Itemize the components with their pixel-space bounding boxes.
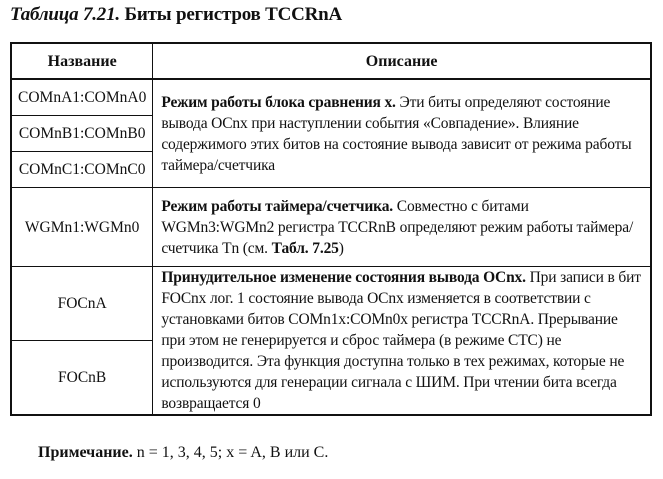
table-header-row [11, 43, 651, 79]
note-label: Примечание. [38, 444, 133, 461]
register-bits-table [10, 42, 652, 416]
header-description: Описание [153, 43, 651, 79]
bit-name-focb: FOCnB [11, 340, 153, 415]
description-foc [153, 267, 651, 416]
caption-title: Биты регистров TCCRnA [124, 4, 343, 25]
description-wgm-body: Совместно с битами WGMn3:WGMn2 регистра TCCRnB определяют режим работы таймера/счетчика Tn (см. [161, 197, 634, 257]
bit-name-wgm: WGMn1:WGMn0 [11, 188, 153, 267]
bit-name-foca: FOCnA [11, 267, 153, 341]
note-text: n = 1, 3, 4, 5; x = A, B или C. [132, 444, 329, 461]
description-wgm-end: ) [338, 239, 344, 257]
table-row [11, 267, 651, 341]
header-name: Название [11, 43, 153, 79]
bit-name-comb: COMnB1:COMnB0 [11, 116, 153, 152]
description-wgm-ref: Табл. 7.25 [271, 239, 339, 257]
description-com-title: Режим работы блока сравнения x. [161, 93, 396, 111]
bit-name-comc: COMnC1:COMnC0 [11, 152, 153, 188]
description-foc-body: При записи в бит FOCnx лог. 1 состояние вывода OCnx изменяется в соответствии с установками битов COMn1x:COMn0x регистра TCCRnA. Прерывание при этом не генерируется и сброс таймера (в режиме СТС) не производится. Эта функция доступна только в тех режимах, которые не используются для генерации сигнала с ШИМ. При чтении бита всегда возвращается 0 [161, 269, 641, 412]
caption-number: Таблица 7.21. [10, 4, 120, 25]
description-foc-title: Принудительное изменение состояния вывода OCnx. [161, 269, 526, 286]
bit-name-coma: COMnA1:COMnA0 [11, 79, 153, 116]
table-caption [10, 4, 342, 26]
description-com-body: Эти биты определяют состояние вывода OCnx при наступлении события «Совпадение». Влияние содержимого этих битов на состояние вывода зависит от режима работы таймера/счетчика [161, 93, 632, 174]
table-note [38, 444, 328, 462]
table-row [11, 188, 651, 267]
description-wgm [153, 188, 651, 267]
description-wgm-title: Режим работы таймера/счетчика. [161, 197, 394, 215]
table-row [11, 79, 651, 116]
description-com [153, 79, 651, 188]
